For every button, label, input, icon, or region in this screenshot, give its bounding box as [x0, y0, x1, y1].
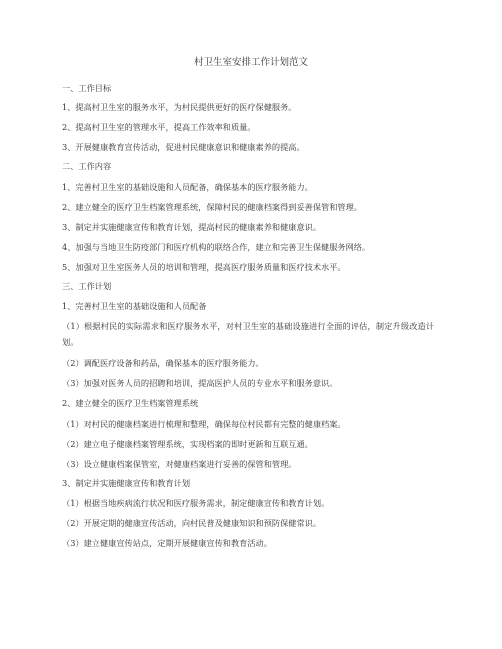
content-item-1: 1、完善村卫生室的基础设施和人员配备，确保基本的医疗服务能力。 — [62, 182, 313, 192]
plan-2-step-3: （3）设立健康档案保管室，对健康档案进行妥善的保管和管理。 — [62, 459, 297, 469]
plan-1-step-3: （3）加强对医务人员的招聘和培训，提高医护人员的专业水平和服务意识。 — [62, 378, 338, 388]
section-heading-content: 二、工作内容 — [62, 161, 112, 171]
goal-item-1: 1、提高村卫生室的服务水平，为村民提供更好的医疗保健服务。 — [62, 102, 297, 112]
content-item-4: 4、加强与当地卫生防疫部门和医疗机构的联络合作，建立和完善卫生保健服务网络。 — [62, 242, 371, 252]
section-heading-goals: 一、工作目标 — [62, 83, 112, 93]
plan-2-step-2: （2）建立电子健康档案管理系统，实现档案的即时更新和互联互通。 — [62, 439, 313, 449]
plan-3-step-3: （3）建立健康宣传站点，定期开展健康宣传和教育活动。 — [62, 538, 272, 548]
goal-item-2: 2、提高村卫生室的管理水平，提高工作效率和质量。 — [62, 122, 256, 132]
content-item-5: 5、加强对卫生室医务人员的培训和管理，提高医疗服务质量和医疗技术水平。 — [62, 262, 346, 272]
plan-heading-1: 1、完善村卫生室的基础设施和人员配备 — [62, 301, 207, 311]
document-title: 村卫生室安排工作计划范文 — [193, 57, 308, 68]
goal-item-3: 3、开展健康教育宣传活动，促进村民健康意识和健康素养的提高。 — [62, 142, 305, 152]
content-item-2: 2、建立健全的医疗卫生档案管理系统，保障村民的健康档案得到妥善保管和管理。 — [62, 202, 362, 212]
plan-3-step-2: （2）开展定期的健康宣传活动，向村民普及健康知识和预防保健常识。 — [62, 518, 322, 528]
plan-heading-2: 2、建立健全的医疗卫生档案管理系统 — [62, 398, 199, 408]
section-heading-plan: 三、工作计划 — [62, 281, 112, 291]
content-item-3: 3、制定并实施健康宣传和教育计划，提高村民的健康素养和健康意识。 — [62, 222, 322, 232]
plan-heading-3: 3、制定并实施健康宣传和教育计划 — [62, 478, 191, 488]
plan-1-step-2: （2）调配医疗设备和药品，确保基本的医疗服务能力。 — [62, 358, 264, 368]
plan-2-step-1: （1）对村民的健康档案进行梳理和整理，确保每位村民都有完整的健康档案。 — [62, 419, 346, 429]
plan-1-step-1: （1）根据村民的实际需求和医疗服务水平，对村卫生室的基础设施进行全面的评估，制定升级改造计划。 — [62, 321, 435, 347]
plan-3-step-1: （1）根据当地疾病流行状况和医疗服务需求，制定健康宣传和教育计划。 — [62, 498, 330, 508]
